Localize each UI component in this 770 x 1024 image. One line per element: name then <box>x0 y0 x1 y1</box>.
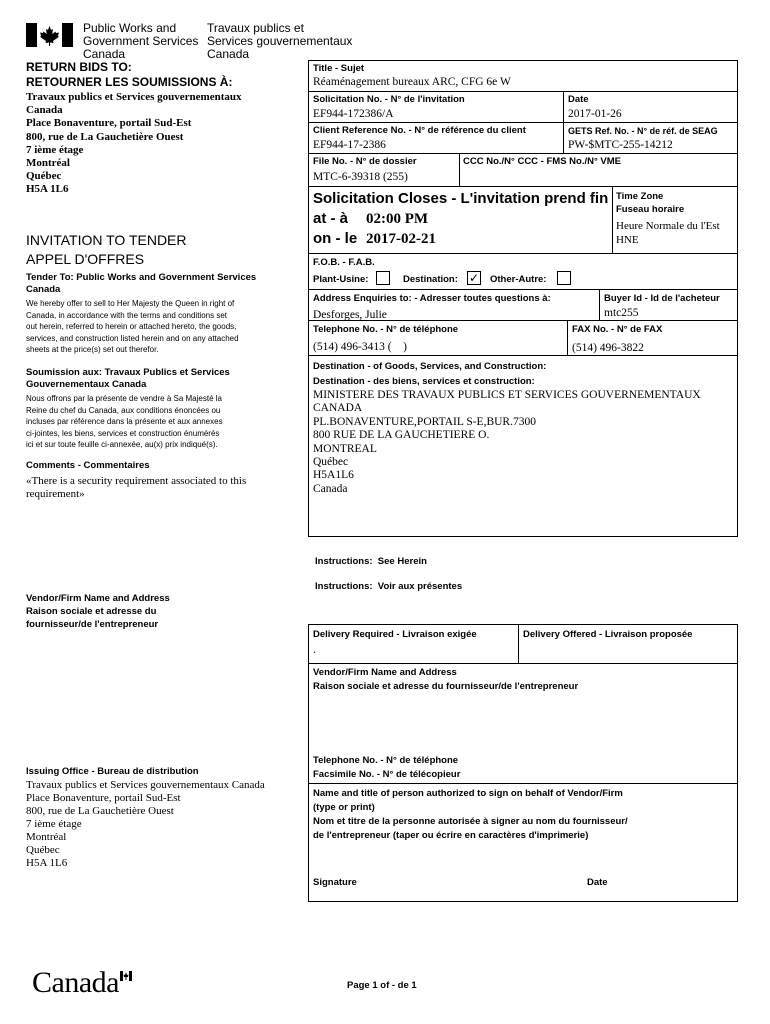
tz-label-fr: Fuseau horaire <box>616 203 685 215</box>
dept-en-line: Government Services <box>83 34 199 48</box>
issuing-office-label: Issuing Office - Bureau de distribution <box>26 766 199 777</box>
soumission-text-line: Reine du chef du Canada, aux conditions énoncées ou <box>26 405 221 415</box>
fob-label: F.O.B. - F.A.B. <box>313 257 375 268</box>
address-enquiries-label: Address Enquiries to: - Adresser toutes questions à: <box>313 293 551 304</box>
vendor-left-label <box>26 592 170 631</box>
client-ref-label: Client Reference No. - N° de référence du client <box>313 125 526 136</box>
file-value: MTC-6-39318 (255) <box>313 171 408 183</box>
issuing-line: Québec <box>26 844 60 856</box>
destination-goods-label <box>313 359 546 389</box>
soumission-text-line: Nous offrons par la présente de vendre à Sa Majesté la <box>26 394 222 403</box>
vendor-fax-label: Facsimile No. - N° de télécopieur <box>313 769 461 780</box>
return-bids-address <box>26 91 242 197</box>
issuing-line: 800, rue de La Gauchetière Ouest <box>26 805 174 817</box>
invitation-title <box>26 231 187 269</box>
delivery-offered-field[interactable] <box>519 640 737 662</box>
destination-goods-en: Destination - of Goods, Services, and Construction: <box>313 361 547 372</box>
destination-line: CANADA <box>313 402 363 415</box>
closes-title: Solicitation Closes - L'invitation prend fin <box>313 190 609 207</box>
destination-checkbox[interactable]: ✓ <box>468 271 480 285</box>
comments-line: requirement» <box>26 488 85 500</box>
soumission-text-line: incluses par référence dans la présente et aux annexes <box>26 417 223 426</box>
comments-label: Comments - Commentaires <box>26 460 150 471</box>
destination-address <box>313 389 701 496</box>
soumission-text <box>26 393 223 451</box>
auth-line: Nom et titre de la personne autorisée à signer au nom du fournisseur/ <box>313 816 628 827</box>
soumission-label: Soumission aux: Travaux Publics et Services Gouvernementaux Canada <box>26 367 230 390</box>
department-name-en <box>83 22 198 61</box>
destination-line: H5A1L6 <box>313 469 354 482</box>
gets-label: GETS Ref. No. - N° de réf. de SEAG <box>568 126 718 136</box>
tz-label-en: Time Zone <box>616 191 664 202</box>
auth-line: Name and title of person authorized to sign on behalf of Vendor/Firm <box>313 788 623 799</box>
dept-en-line: Public Works and <box>83 21 177 35</box>
tz-value: Heure Normale du l'Est <box>616 220 720 232</box>
title-value: Réaménagement bureaux ARC, CFG 6e W <box>313 76 511 88</box>
tender-text-line: out herein, referred to herein or attached hereto, the goods, <box>26 322 237 331</box>
soumission-text-line: ci-jointes, les biens, services et construction énumérés <box>26 428 220 438</box>
closing-time: 02:00 PM <box>366 211 429 227</box>
plant-label: Plant-Usine: <box>313 274 369 285</box>
client-ref-value: EF944-17-2386 <box>313 139 386 151</box>
vendor-left-line: fournisseur/de l'entrepreneur <box>26 619 159 630</box>
other-label: Other-Autre: <box>490 274 547 285</box>
signature-date-label: Date <box>587 877 608 888</box>
telephone-label: Telephone No. - N° de téléphone <box>313 324 459 335</box>
on-label: on - le <box>313 230 358 247</box>
solicitation-value: EF944-172386/A <box>313 108 394 120</box>
destination-line: 800 RUE DE LA GAUCHETIERE O. <box>313 429 490 442</box>
dept-fr-line: Travaux publics et <box>207 21 304 35</box>
vendor-left-line: Vendor/Firm Name and Address <box>26 593 170 604</box>
destination-label: Destination: <box>403 274 458 285</box>
tz-value: HNE <box>616 234 639 246</box>
issuing-line: Place Bonaventure, portail Sud-Est <box>26 792 181 804</box>
address-line: 7 ième étage <box>26 143 84 156</box>
address-line: Place Bonaventure, portail Sud-Est <box>26 117 192 130</box>
time-zone-label <box>616 191 684 216</box>
issuing-line: Montréal <box>26 831 67 843</box>
fax-value: (514) 496-3822 <box>572 342 644 354</box>
canada-wordmark: Canada <box>32 966 119 999</box>
destination-line: Québec <box>313 456 349 469</box>
destination-line: Canada <box>313 482 348 495</box>
tender-text-line: We hereby offer to sell to Her Majesty the Queen in right of <box>26 299 235 308</box>
title-label: Title - Sujet <box>313 63 365 74</box>
page-number: Page 1 of - de 1 <box>347 980 417 991</box>
instructions-fr: Instructions: Voir aux présentes <box>315 581 463 592</box>
at-label: at - à <box>313 210 349 227</box>
return-bids-title <box>26 60 232 90</box>
address-line: Canada <box>26 104 63 117</box>
return-bids-en: RETURN BIDS TO: <box>26 60 132 74</box>
vendor-firm-fr: Raison sociale et adresse du fournisseur/de l'entrepreneur <box>313 681 579 692</box>
issuing-line: Travaux publics et Services gouvernementaux Canada <box>26 779 265 791</box>
fax-label: FAX No. - N° de FAX <box>572 324 663 335</box>
comments-line: «There is a security requirement associated to this <box>26 475 247 487</box>
wordmark-flag-icon <box>120 968 132 978</box>
buyer-id-label: Buyer Id - Id de l'acheteur <box>604 293 720 304</box>
dept-fr-line: Canada <box>207 47 250 61</box>
destination-line: MINISTERE DES TRAVAUX PUBLICS ET SERVICES GOUVERNEMENTAUX <box>313 389 701 401</box>
delivery-offered-label: Delivery Offered - Livraison proposée <box>523 629 693 640</box>
comments-text <box>26 475 246 501</box>
address-line: H5A 1L6 <box>26 183 69 196</box>
destination-goods-fr: Destination - des biens, services et construction: <box>313 376 535 387</box>
canada-flag-icon <box>26 23 73 47</box>
address-enquiries-value: Desforges, Julie <box>313 309 387 321</box>
vendor-firm-en: Vendor/Firm Name and Address <box>313 667 457 678</box>
time-zone-value <box>616 219 720 247</box>
delivery-required-value[interactable]: . <box>313 644 316 656</box>
destination-line: PL.BONAVENTURE,PORTAIL S-E,BUR.7300 <box>313 415 536 428</box>
address-line: Travaux publics et Services gouvernementaux <box>26 91 242 103</box>
department-name-fr <box>207 22 352 61</box>
vendor-left-line: Raison sociale et adresse du <box>26 606 157 617</box>
vendor-contact-label <box>313 754 460 782</box>
closing-date: 2017-02-21 <box>366 231 436 247</box>
invitation-title-en: INVITATION TO TENDER <box>26 232 187 248</box>
return-bids-fr: RETOURNER LES SOUMISSIONS À: <box>26 75 233 89</box>
ccc-label: CCC No./N° CCC - FMS No./N° VME <box>463 156 622 167</box>
dept-en-line: Canada <box>83 47 126 61</box>
plant-checkbox[interactable] <box>376 271 390 285</box>
authorized-person-label <box>313 787 628 843</box>
vendor-firm-field[interactable] <box>310 696 736 750</box>
file-label: File No. - N° de dossier <box>313 156 417 167</box>
tender-text-line: Canada, in accordance with the terms and conditions set <box>26 310 228 320</box>
authorized-person-field[interactable] <box>310 845 736 875</box>
address-line: Montréal <box>26 157 70 170</box>
address-line: 800, rue de La Gauchetière Ouest <box>26 130 184 143</box>
soumission-text-line: ici et sur toute feuille ci-annexée, au(x) prix indiqué(s). <box>26 440 218 449</box>
date-label: Date <box>568 94 589 105</box>
dept-fr-line: Services gouvernementaux <box>207 34 353 48</box>
delivery-required-label: Delivery Required - Livraison exigée <box>313 629 477 640</box>
issuing-line: 7 ième étage <box>26 818 82 830</box>
signature-label: Signature <box>313 877 357 888</box>
tender-text <box>26 298 239 356</box>
solicitation-label: Solicitation No. - N° de l'invitation <box>313 94 465 105</box>
destination-line: MONTREAL <box>313 442 377 455</box>
telephone-value: (514) 496-3413 ( ) <box>313 341 407 353</box>
buyer-id-value: mtc255 <box>604 307 639 319</box>
gets-value: PW-$MTC-255-14212 <box>568 139 673 151</box>
instructions-en: Instructions: See Herein <box>315 556 427 567</box>
date-value: 2017-01-26 <box>568 108 622 120</box>
vendor-firm-label <box>313 666 578 694</box>
address-line: Québec <box>26 170 62 183</box>
tender-to-label: Tender To: Public Works and Government Services Canada <box>26 272 257 295</box>
issuing-office-address <box>26 779 265 870</box>
tender-text-line: services, and construction listed herein and on any attached <box>26 333 239 343</box>
issuing-line: H5A 1L6 <box>26 857 68 869</box>
invitation-title-fr: APPEL D'OFFRES <box>26 251 145 267</box>
vendor-phone-label: Telephone No. - N° de téléphone <box>313 755 459 766</box>
other-checkbox[interactable] <box>557 271 571 285</box>
auth-line: de l'entrepreneur (taper ou écrire en caractères d'imprimerie) <box>313 830 589 841</box>
auth-line: (type or print) <box>313 802 375 813</box>
tender-text-line: sheets at the price(s) set out therefor. <box>26 345 159 354</box>
